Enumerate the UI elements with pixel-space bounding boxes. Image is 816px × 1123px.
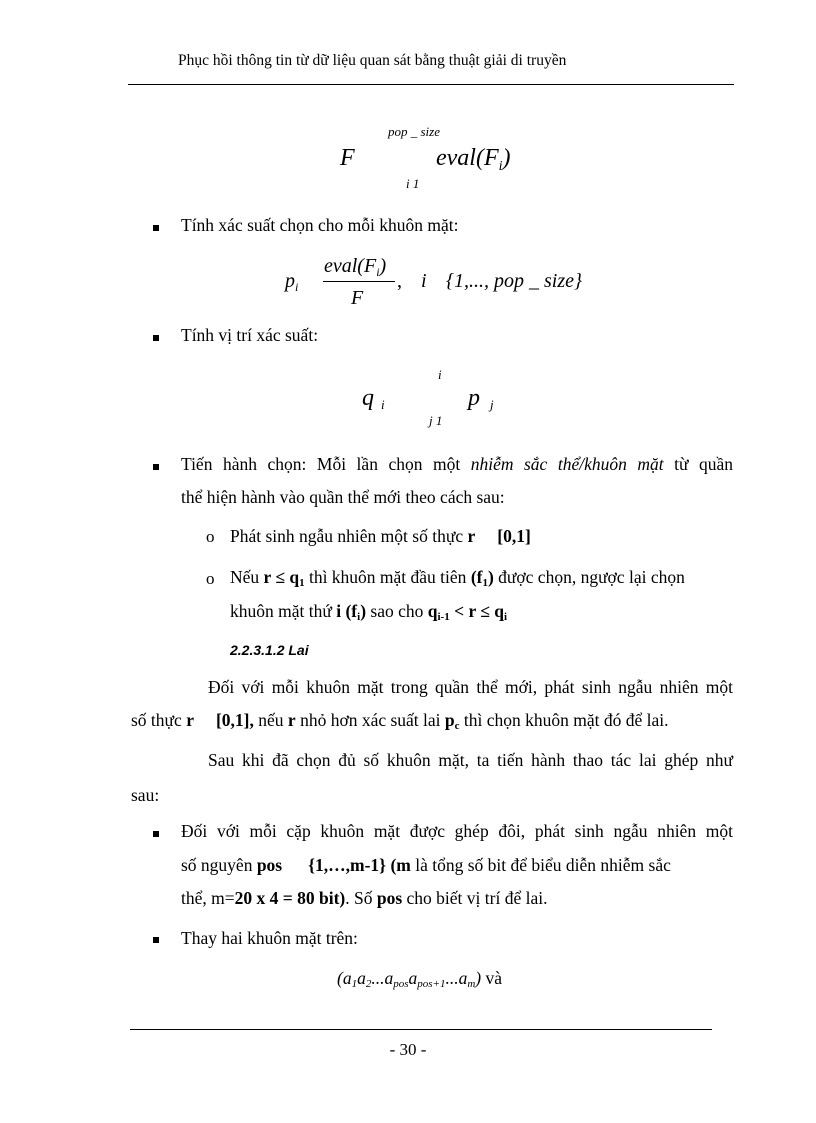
bullet-icon xyxy=(153,335,159,341)
paragraph-text-line2: sau: xyxy=(131,785,160,805)
bullet-text: Tính xác suất chọn cho mỗi khuôn mặt: xyxy=(181,215,459,235)
bullet-text: Đối với mỗi cặp khuôn mặt được ghép đôi, phát sinh ngẫu nhiên một xyxy=(181,821,733,841)
formula-q: qi xyxy=(362,385,385,412)
formula-set: {1,..., pop _ size} xyxy=(446,270,582,292)
sub-bullet-text-line2: khuôn mặt thứ i $(f_i)$ sao cho $q_{i-1} < r \le q_i$ xyxy=(230,601,508,623)
bullet-text: Thay hai khuôn mặt trên: xyxy=(181,928,358,948)
bullet-icon xyxy=(153,225,159,231)
formula-i: i xyxy=(421,270,427,292)
page-header: Phục hồi thông tin từ dữ liệu quan sát bằng thuật giải di truyền xyxy=(178,52,567,69)
fraction-bar xyxy=(323,281,395,282)
sub-bullet-text: Nếu $r \le q_1$ thì khuôn mặt đầu tiên $(f_1)$ được chọn, ngược lại chọn xyxy=(230,567,685,589)
paragraph-text: Đối với mỗi khuôn mặt trong quần thể mới, phát sinh ngẫu nhiên một xyxy=(208,677,733,697)
bullet-icon xyxy=(153,937,159,943)
bullet-text-line2: số nguyên pos {1,…,m-1} (m là tổng số bit để biểu diễn nhiễm sắc xyxy=(181,855,671,875)
bullet-icon xyxy=(153,831,159,837)
circle-bullet-icon: o xyxy=(206,527,215,546)
sub-bullet-text: Phát sinh ngẫu nhiên một số thực r [0,1] xyxy=(230,526,531,546)
bullet-text-line3: thể, m=20 x 4 = 80 bit). Số pos cho biết vị trí để lai. xyxy=(181,888,548,908)
sum-upper-limit: i xyxy=(438,367,442,382)
header-rule xyxy=(128,84,734,85)
formula-chromosome: $(a_1a_2...a_{pos}a_{pos+1}...a_m)$ và xyxy=(337,968,503,990)
sum-lower-limit: j 1 xyxy=(429,413,443,428)
bullet-text: Tiến hành chọn: Mỗi lần chọn một nhiễm sắc thể/khuôn mặt từ quần xyxy=(181,454,733,474)
bullet-text-line2: thể hiện hành vào quần thể mới theo cách sau: xyxy=(181,487,505,507)
fraction-denominator: F xyxy=(351,287,364,309)
section-heading: 2.2.3.1.2 Lai xyxy=(230,642,309,658)
formula-p: $p_i$ xyxy=(285,270,299,294)
paragraph-text: Sau khi đã chọn đủ số khuôn mặt, ta tiến hành thao tác lai ghép như xyxy=(208,750,733,770)
formula-p: pj xyxy=(468,385,494,412)
fraction-numerator: $eval(F_i)$ xyxy=(324,255,387,279)
paragraph-text-line2: số thực r [0,1], nếu r nhỏ hơn xác suất lai $p_c$ thì chọn khuôn mặt đó để lai. xyxy=(131,710,669,732)
bullet-icon xyxy=(153,464,159,470)
circle-bullet-icon: o xyxy=(206,569,215,588)
sum-lower-limit: i 1 xyxy=(406,176,420,191)
page-number: - 30 - xyxy=(389,1040,427,1059)
formula-F: F xyxy=(340,145,355,171)
formula-eval: $eval(F_i)$ xyxy=(436,145,511,174)
sum-upper-limit: pop _ size xyxy=(388,124,440,139)
bullet-text: Tính vị trí xác suất: xyxy=(181,325,319,345)
formula-comma: , xyxy=(397,270,402,292)
footer-rule xyxy=(130,1029,712,1030)
